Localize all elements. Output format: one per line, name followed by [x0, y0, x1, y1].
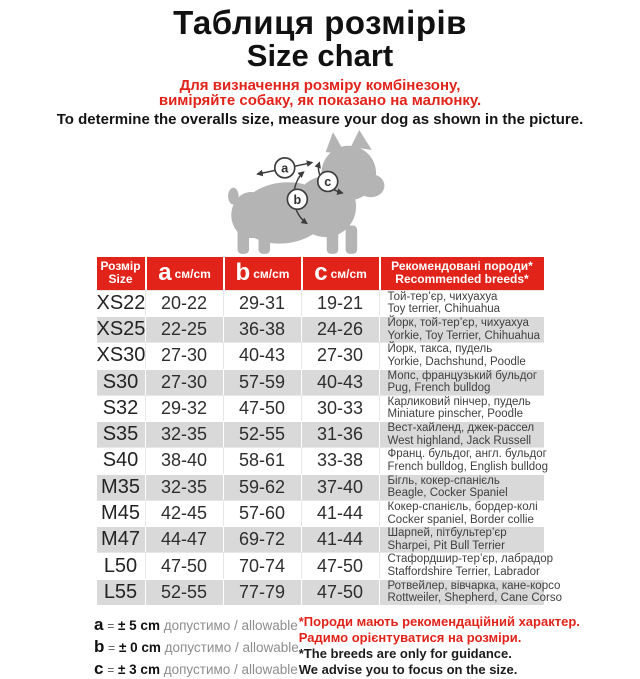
- page-title-uk: Таблиця розмірів: [173, 4, 467, 41]
- tolerance-c: [94, 658, 299, 679]
- header-b-unit: см/cm: [253, 266, 290, 281]
- row-size: M35: [97, 474, 145, 500]
- row-b: 57-60: [223, 500, 301, 526]
- breed-uk: Йорк, той-тер’єр, чихуахуа: [387, 316, 529, 329]
- tolerance-a-value: ± 5 cm: [118, 618, 160, 634]
- tolerance-b-value: ± 0 cm: [118, 639, 161, 655]
- dog-silhouette: [228, 130, 384, 254]
- row-a: 52-55: [145, 579, 223, 605]
- tolerance-c-value: ± 3 cm: [118, 661, 160, 677]
- row-breeds: [379, 500, 544, 526]
- row-breeds: [379, 579, 563, 605]
- tolerance-a-letter: a: [94, 615, 104, 635]
- size-table-header-row: [97, 257, 544, 290]
- row-b: 40-43: [223, 342, 301, 368]
- row-b: 57-59: [223, 369, 301, 395]
- row-size: M45: [97, 500, 145, 526]
- table-row: [97, 552, 544, 578]
- row-size: L50: [97, 552, 145, 578]
- breeds-note-en-line1: *The breeds are only for guidance.: [298, 645, 512, 661]
- row-size: XS30: [97, 342, 145, 368]
- row-a: 44-47: [145, 526, 223, 552]
- subtitle-en: To determine the overalls size, measure your dog as shown in the picture.: [56, 111, 584, 129]
- row-c: 30-33: [301, 395, 379, 421]
- footnotes: [94, 614, 580, 679]
- row-c: 31-36: [301, 421, 379, 447]
- breed-uk: Бігль, кокер-спанієль: [387, 474, 500, 487]
- row-breeds: [379, 552, 554, 579]
- header-col-c: [301, 257, 379, 290]
- row-a: 27-30: [145, 369, 223, 395]
- row-c: 47-50: [301, 552, 379, 578]
- header-breeds-en: Recommended breeds*: [395, 272, 529, 287]
- size-table: [96, 257, 563, 605]
- tolerance-b-letter: b: [94, 636, 105, 656]
- row-b: 52-55: [223, 421, 301, 447]
- row-b: 70-74: [223, 552, 301, 578]
- breed-en: Sharpei, Pit Bull Terrier: [387, 539, 505, 552]
- breed-uk: Карликовий пінчер, пудель: [387, 395, 531, 408]
- row-b: 47-50: [223, 395, 301, 421]
- table-row: [97, 342, 544, 368]
- table-row: [97, 447, 544, 473]
- header-a-letter: a: [158, 258, 172, 286]
- row-breeds: [379, 421, 544, 447]
- breed-en: Beagle, Cocker Spaniel: [387, 487, 508, 500]
- breed-en: Yorkie, Toy Terrier, Chihuahua: [387, 329, 541, 342]
- breed-en: Pug, French bulldog: [387, 382, 491, 395]
- row-breeds: [379, 395, 544, 421]
- header-col-a: [145, 257, 223, 290]
- header-breeds-uk: Рекомендовані породи*: [391, 258, 533, 273]
- header-c-letter: c: [314, 258, 328, 286]
- breed-uk: Йорк, такса, пудель: [387, 343, 493, 356]
- row-b: 36-38: [223, 316, 301, 342]
- breed-en: Rottweiler, Shepherd, Cane Corso: [387, 592, 563, 605]
- row-breeds: [379, 290, 544, 316]
- row-c: 24-26: [301, 316, 379, 342]
- table-row: [97, 579, 544, 605]
- row-b: 69-72: [223, 526, 301, 552]
- row-a: 20-22: [145, 290, 223, 316]
- breed-uk: Ротвейлер, вівчарка, кане-корсо: [387, 579, 561, 592]
- row-c: 33-38: [301, 447, 379, 473]
- row-a: 47-50: [145, 552, 223, 578]
- row-c: 40-43: [301, 369, 379, 395]
- tolerance-c-note: допустимо / allowable: [163, 661, 298, 677]
- row-breeds: [379, 342, 544, 368]
- row-breeds: [379, 369, 544, 395]
- row-b: 59-62: [223, 474, 301, 500]
- row-size: S35: [97, 421, 145, 447]
- row-a: 38-40: [145, 447, 223, 473]
- row-a: 29-32: [145, 395, 223, 421]
- breed-en: Cocker spaniel, Border collie: [387, 513, 534, 526]
- table-row: [97, 395, 544, 421]
- breeds-note-uk-line1: *Породи мають рекомендаційний характер.: [298, 614, 580, 630]
- header-c-unit: см/cm: [330, 266, 367, 281]
- row-c: 47-50: [301, 579, 379, 605]
- row-breeds: [379, 447, 548, 473]
- row-b: 29-31: [223, 290, 301, 316]
- dog-silhouette-illustration: [226, 129, 415, 257]
- header-b-letter: b: [235, 258, 251, 286]
- row-a: 27-30: [145, 342, 223, 368]
- breed-uk: Вест-хайленд, джек-рассел: [387, 422, 535, 435]
- table-row: [97, 500, 544, 526]
- row-a: 32-35: [145, 421, 223, 447]
- subtitle-uk-line2: виміряйте собаку, як показано на малюнку.: [158, 92, 482, 110]
- tolerance-b: [94, 636, 299, 658]
- breed-uk: Той-тер’єр, чихуахуа: [387, 290, 498, 303]
- row-b: 58-61: [223, 447, 301, 473]
- tolerance-b-eq: =: [108, 640, 116, 655]
- breed-uk: Мопс, французький бульдог: [387, 369, 538, 382]
- breed-en: Toy terrier, Chihuahua: [387, 303, 501, 316]
- subtitle-uk-line1: Для визначення розміру комбінезону,: [179, 76, 461, 94]
- tolerance-notes: [94, 614, 299, 679]
- header-breeds: [379, 257, 544, 290]
- row-size: S30: [97, 369, 145, 395]
- header-size-en: Size: [108, 272, 133, 287]
- breeds-note-en-line2: We advise you to focus on the size.: [298, 661, 518, 677]
- breed-en: Yorkie, Dachshund, Poodle: [387, 355, 526, 368]
- dog-measurement-diagram: [0, 129, 640, 257]
- row-size: S40: [97, 447, 145, 473]
- row-c: 19-21: [301, 290, 379, 316]
- tolerance-b-note: допустимо / allowable: [164, 639, 299, 655]
- row-c: 41-44: [301, 500, 379, 526]
- breed-en: French bulldog, English bulldog: [387, 460, 548, 473]
- header-size-uk: Розмір: [100, 258, 141, 273]
- header-size: [97, 257, 145, 290]
- table-row: [97, 316, 544, 342]
- breeds-guidance-note: [299, 614, 580, 679]
- breed-uk: Шарпей, пітбультер’єр: [387, 527, 507, 540]
- row-a: 22-25: [145, 316, 223, 342]
- row-c: 37-40: [301, 474, 379, 500]
- row-c: 41-44: [301, 526, 379, 552]
- table-row: [97, 369, 544, 395]
- header-col-b: [223, 257, 301, 290]
- row-breeds: [379, 316, 544, 342]
- breeds-note-uk-line2: Радимо орієнтуватися на розміри.: [298, 629, 522, 645]
- row-c: 27-30: [301, 342, 379, 368]
- measure-b-label: b: [293, 192, 301, 207]
- header-a-unit: см/cm: [174, 266, 211, 281]
- row-breeds: [379, 474, 544, 500]
- breed-uk: Франц. бульдог, англ. бульдог: [387, 448, 547, 461]
- table-row: [97, 526, 544, 552]
- row-a: 32-35: [145, 474, 223, 500]
- breed-uk: Стафордшир-тер’єр, лабрадор: [387, 553, 554, 566]
- breed-en: Miniature pinscher, Poodle: [387, 408, 524, 421]
- tolerance-c-letter: c: [94, 658, 104, 678]
- page-title-en: Size chart: [246, 37, 394, 73]
- table-row: [97, 474, 544, 500]
- row-size: XS25: [97, 316, 145, 342]
- row-size: L55: [97, 579, 145, 605]
- row-a: 42-45: [145, 500, 223, 526]
- row-breeds: [379, 526, 544, 552]
- row-b: 77-79: [223, 579, 301, 605]
- table-row: [97, 421, 544, 447]
- measure-c-label: c: [323, 174, 331, 189]
- row-size: S32: [97, 395, 145, 421]
- measure-a-label: a: [280, 161, 288, 176]
- tolerance-a-eq: =: [107, 619, 115, 634]
- breed-en: West highland, Jack Russell: [387, 434, 532, 447]
- table-row: [97, 290, 544, 316]
- tolerance-a-note: допустимо / allowable: [163, 618, 298, 634]
- breed-uk: Кокер-спанієль, бордер-колі: [387, 500, 538, 513]
- tolerance-c-eq: =: [107, 662, 115, 677]
- tolerance-a: [94, 614, 299, 636]
- row-size: M47: [97, 526, 145, 552]
- row-size: XS22: [97, 290, 145, 316]
- breed-en: Staffordshire Terrier, Labrador: [387, 566, 540, 579]
